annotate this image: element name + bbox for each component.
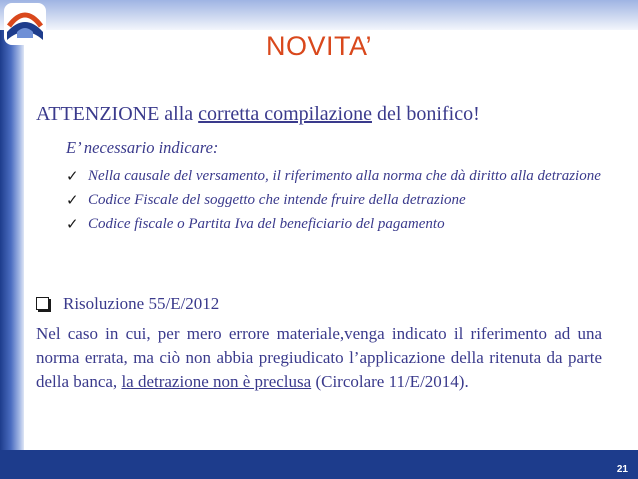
check-item (66, 214, 606, 234)
checkmark-icon: ✓ (66, 191, 79, 209)
subheading: E’ necessario indicare: (66, 138, 219, 157)
paragraph-underlined: la detrazione non è preclusa (121, 372, 312, 391)
check-item-text: Codice fiscale o Partita Iva del beneficiario del pagamento (88, 216, 445, 232)
top-decorative-band (0, 0, 638, 30)
left-decorative-band (0, 0, 24, 479)
square-bullet-icon (36, 297, 49, 310)
attention-heading (36, 103, 480, 126)
check-item-text: Nella causale del versamento, il riferimento alla norma che dà diritto alla detrazione (88, 168, 601, 184)
heading-underlined: corretta compilazione (198, 103, 372, 125)
bottom-bar (0, 450, 638, 479)
check-item (66, 166, 606, 186)
paragraph-part2: (Circolare 11/E/2014). (311, 372, 469, 391)
check-item (66, 190, 606, 210)
explanation-paragraph (36, 322, 602, 394)
checkmark-icon: ✓ (66, 167, 79, 185)
page-number: 21 (616, 464, 628, 475)
heading-part2: del bonifico! (371, 103, 480, 125)
slide-title: NOVITA’ (265, 31, 372, 61)
resolution-text: Risoluzione 55/E/2012 (63, 294, 220, 313)
paragraph-part1: Nel caso in cui, per mero errore materiale,venga indicato il riferimento ad una norma errata, ma ciò non abbia pregiudicato l’applicazione della ritenuta da parte della banca, (36, 324, 602, 391)
heading-part1: ATTENZIONE alla (36, 103, 199, 125)
checkmark-icon: ✓ (66, 215, 79, 233)
check-list (66, 166, 606, 238)
check-item-text: Codice Fiscale del soggetto che intende fruire della detrazione (88, 192, 466, 208)
resolution-line (36, 294, 219, 314)
